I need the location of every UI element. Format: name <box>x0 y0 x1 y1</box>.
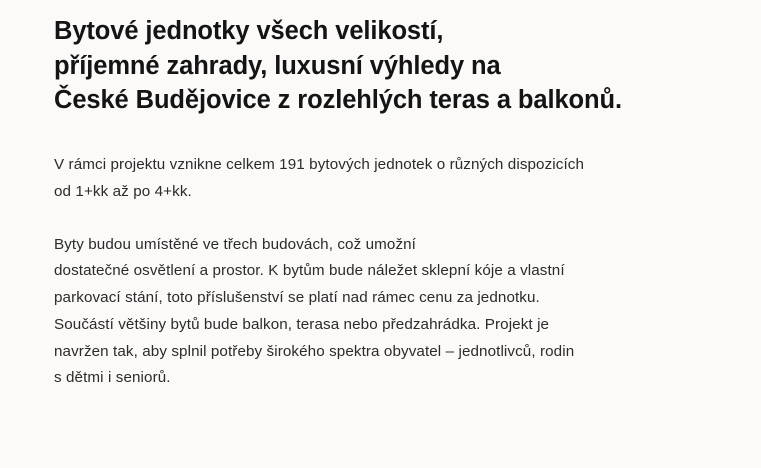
paragraph-2-line-2: dostatečné osvětlení a prostor. K bytům bude náležet sklepní kóje a vlastní <box>54 262 565 280</box>
paragraph-1 <box>54 152 709 206</box>
page-title-line-3: České Budějovice z rozlehlých teras a balkonů. <box>54 86 622 115</box>
paragraph-2-line-4: Součástí většiny bytů bude balkon, terasa nebo předzahrádka. Projekt je <box>54 315 550 333</box>
paragraph-2-line-1: Byty budou umístěné ve třech budovách, což umožní <box>54 235 417 253</box>
paragraph-2-line-3: parkovací stání, toto příslušenství se platí nad rámec cenu za jednotku. <box>54 289 540 307</box>
body-text <box>54 152 709 392</box>
paragraph-2 <box>54 232 709 393</box>
page-title-line-2: příjemné zahrady, luxusní výhledy na <box>54 51 501 80</box>
paragraph-spacer <box>54 206 709 232</box>
paragraph-2-line-5: navržen tak, aby splnil potřeby širokého spektra obyvatel – jednotlivců, rodin <box>54 342 575 360</box>
page-title-line-1: Bytové jednotky všech velikostí, <box>54 17 444 45</box>
paragraph-2-line-6: s dětmi i seniorů. <box>54 369 171 387</box>
page-title <box>54 14 709 118</box>
paragraph-1-line-1: V rámci projektu vznikne celkem 191 bytových jednotek o různých dispozicích <box>54 156 585 174</box>
paragraph-1-line-2: od 1+kk až po 4+kk. <box>54 182 192 200</box>
